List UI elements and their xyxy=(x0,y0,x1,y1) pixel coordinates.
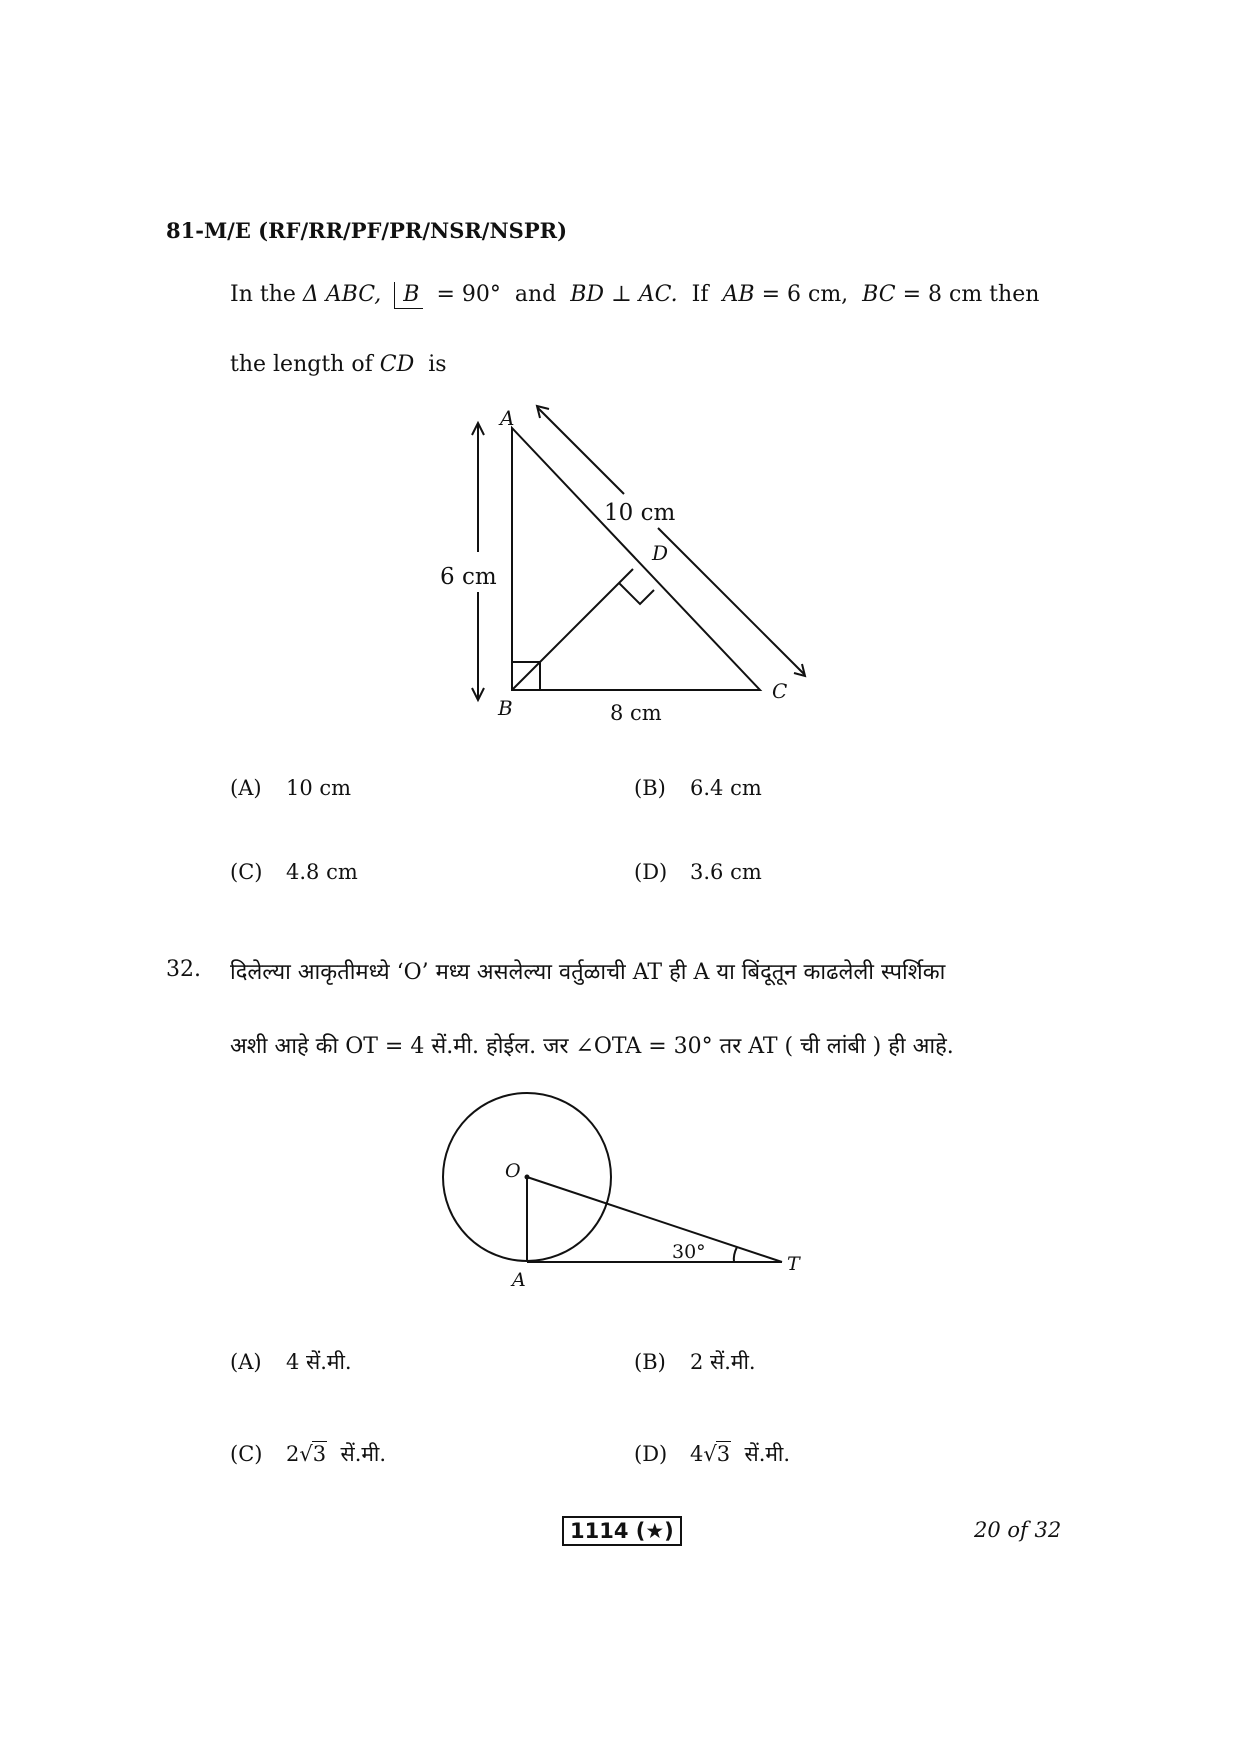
q32-line2: अशी आहे की OT = 4 सें.मी. होईल. जर ∠OTA = 30° तर AT ( ची लांबी ) ही आहे. xyxy=(230,1034,954,1059)
q31-and: and xyxy=(514,282,557,307)
altitude-bd xyxy=(512,569,633,690)
q31-bc-val: = 8 cm then xyxy=(902,282,1040,307)
q32-option-d-label: (D) xyxy=(634,1442,668,1466)
angle-label: 30° xyxy=(672,1241,706,1263)
q31-bc: BC xyxy=(862,282,896,307)
q31-option-a-value: 10 cm xyxy=(286,776,352,800)
q31-option-b-value: 6.4 cm xyxy=(690,776,762,800)
ac-dimension-line-bottom xyxy=(658,528,804,674)
triangle-abc xyxy=(512,428,760,690)
ab-arrowhead-top xyxy=(472,423,484,435)
q31-triangle: Δ ABC, xyxy=(302,282,382,307)
q31-option-a-label: (A) xyxy=(230,776,262,800)
q31-ab-val: = 6 cm, xyxy=(761,282,849,307)
q31-line1 xyxy=(230,282,1039,309)
angle-arc-t xyxy=(734,1247,737,1262)
q32-option-d-root: 3 xyxy=(716,1442,731,1466)
q32-line1: दिलेल्या आकृतीमध्ये ‘O’ मध्य असलेल्या वर्तुळाची AT ही A या बिंदूतून काढलेली स्पर्शिका xyxy=(230,960,946,985)
label-a: A xyxy=(500,406,515,430)
label-b: B xyxy=(498,696,513,720)
circle-o xyxy=(443,1093,611,1261)
q31-option-c-value: 4.8 cm xyxy=(286,860,358,884)
page-number: 20 of 32 xyxy=(974,1518,1062,1542)
label-t: T xyxy=(787,1253,800,1275)
label-c: C xyxy=(772,679,788,703)
q31-if: If xyxy=(691,282,709,307)
q32-option-b-label: (B) xyxy=(634,1350,666,1374)
q32-option-d[interactable] xyxy=(634,1440,790,1468)
q31-line2-text: the length of xyxy=(230,352,373,377)
q32-option-c-coef: 2 xyxy=(286,1442,300,1466)
q31-option-b[interactable] xyxy=(634,776,762,800)
q31-angle-symbol: B xyxy=(394,282,423,309)
q31-option-d-label: (D) xyxy=(634,860,668,884)
label-o: O xyxy=(505,1160,521,1182)
label-a-circle: A xyxy=(512,1269,526,1291)
paper-code: 81-M/E (RF/RR/PF/PR/NSR/NSPR) xyxy=(166,218,568,243)
center-o-dot xyxy=(525,1175,530,1180)
sqrt-sign: √ xyxy=(703,1442,717,1466)
q32-number: 32. xyxy=(166,957,201,982)
q31-angle-value: = 90° xyxy=(436,282,501,307)
q31-option-b-label: (B) xyxy=(634,776,666,800)
ac-dimension-line-top xyxy=(538,408,624,494)
q32-option-d-unit: सें.मी. xyxy=(744,1442,791,1466)
q32-option-c-root: 3 xyxy=(312,1442,327,1466)
q32-option-c-unit: सें.मी. xyxy=(340,1442,387,1466)
q32-option-a-label: (A) xyxy=(230,1350,262,1374)
bc-length-label: 8 cm xyxy=(610,701,662,725)
q32-option-b-value: 2 सें.मी. xyxy=(690,1350,756,1374)
q31-cd: CD xyxy=(379,352,415,377)
q32-option-d-coef: 4 xyxy=(690,1442,704,1466)
q31-option-d[interactable] xyxy=(634,860,762,884)
q31-option-d-value: 3.6 cm xyxy=(690,860,762,884)
segment-ot xyxy=(527,1177,782,1262)
q31-line2 xyxy=(230,352,447,377)
q32-option-d-sqrt xyxy=(703,1442,731,1466)
q32-option-a[interactable] xyxy=(230,1348,352,1376)
booklet-code: 1114 (★) xyxy=(562,1516,682,1546)
q31-ab: AB xyxy=(722,282,755,307)
ac-length-label: 10 cm xyxy=(604,500,676,526)
q32-option-a-value: 4 सें.मी. xyxy=(286,1350,352,1374)
q32-option-c-label: (C) xyxy=(230,1442,263,1466)
sqrt-sign: √ xyxy=(299,1442,313,1466)
q31-is: is xyxy=(428,352,447,377)
right-angle-b xyxy=(512,662,540,690)
q31-perp: BD ⊥ AC. xyxy=(570,282,678,307)
ac-arrowhead-bottom xyxy=(794,664,805,676)
right-angle-d xyxy=(619,583,654,604)
ab-length-label: 6 cm xyxy=(440,564,497,590)
q31-intro: In the xyxy=(230,282,296,307)
q31-option-c[interactable] xyxy=(230,860,358,884)
q32-option-c[interactable] xyxy=(230,1440,386,1468)
ac-arrowhead-top xyxy=(537,406,549,418)
q32-option-c-sqrt xyxy=(299,1442,327,1466)
q31-option-c-label: (C) xyxy=(230,860,263,884)
label-d: D xyxy=(652,541,669,565)
q32-option-b[interactable] xyxy=(634,1348,756,1376)
ab-arrowhead-bottom xyxy=(472,688,484,700)
q31-option-a[interactable] xyxy=(230,776,351,800)
